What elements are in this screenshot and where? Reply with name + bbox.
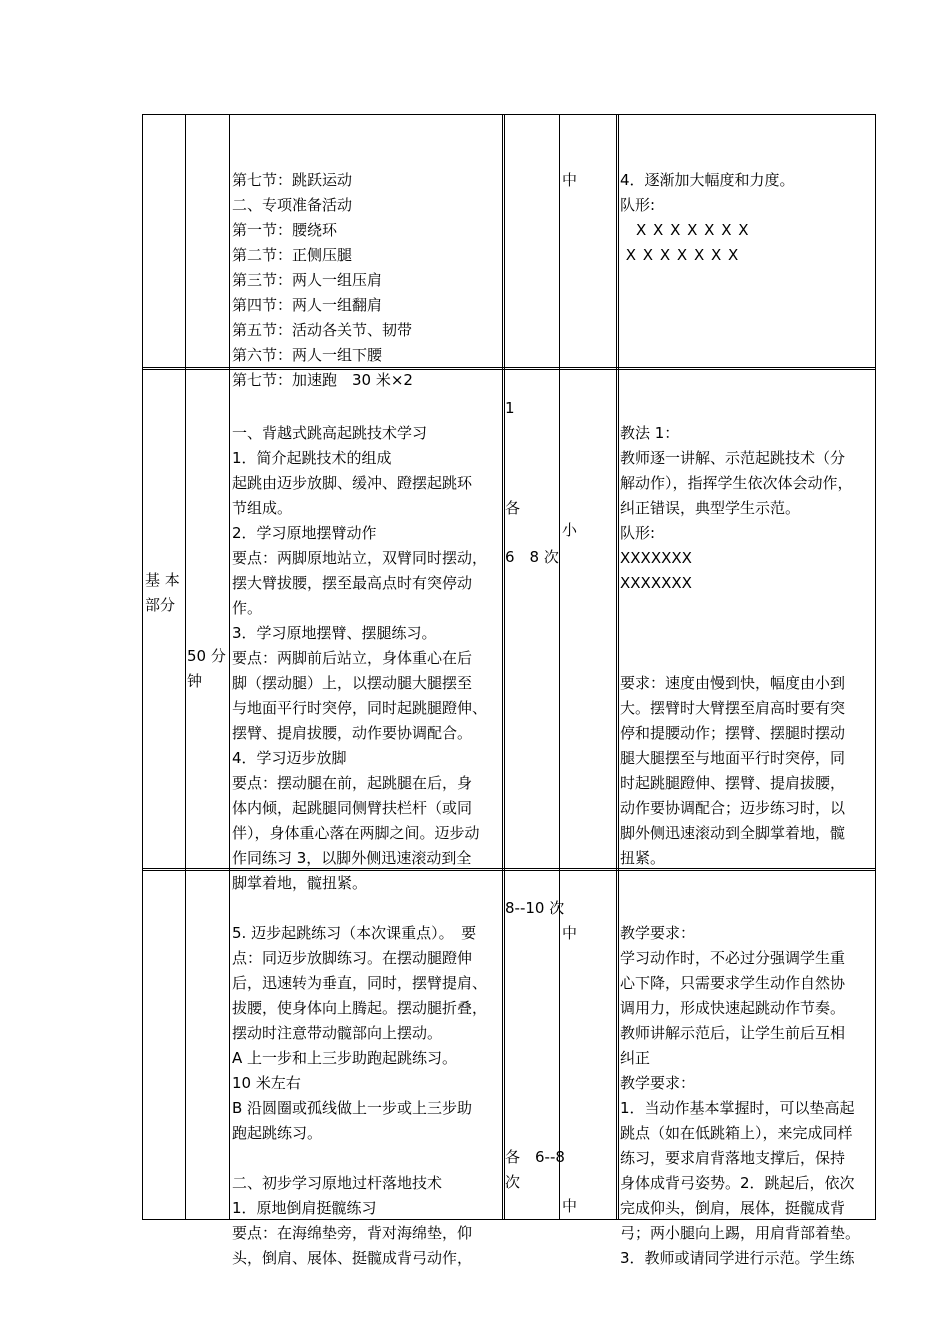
row2-method-top: 教法 1： 教师逐一讲解、示范起跳技术（分 解动作），指挥学生依次体会动作， 纠正错误，典型学生示范。 队形: XXXXXXX XXXXXXX xyxy=(620,424,853,592)
row2-time: 50 分 钟 xyxy=(187,647,226,690)
row1-method: 4．逐渐加大幅度和力度。 队形: X X X X X X X X X X X X X X xyxy=(620,171,795,264)
row2-intensity: 小 xyxy=(562,521,578,539)
row2-count: 各 xyxy=(505,499,521,517)
row3-count: 各 6--8 次 xyxy=(505,1148,565,1191)
row3-intensity: 中 xyxy=(562,1197,578,1215)
row1-content: 第七节：跳跃运动 二、专项准备活动 第一节：腰绕环 第二节：正侧压腿 第三节：两人一组压肩 第四节：两人一组翻肩 第五节：活动各关节、韧带 第六节：两人一组下腰 第七节：加速跑 30 米×2 xyxy=(232,171,413,389)
row2-method-bottom: 要求：速度由慢到快，幅度由小到 大。摆臂时大臂摆至肩高时要有突 停和提腰动作；摆臂、摆腿时摆动 腿大腿摆至与地面平行时突停，同 时起跳腿蹬伸、摆臂、提肩拔腰， 动作要协调配合；迈步练习时，以 脚外侧迅速滚动到全脚掌着地，髋 扭紧。 xyxy=(620,674,846,867)
column-divider xyxy=(559,115,560,1219)
lesson-plan-table xyxy=(142,114,876,1267)
column-divider xyxy=(185,115,186,1219)
row2-count: 1 xyxy=(505,399,515,417)
column-divider xyxy=(502,115,505,1219)
row2-count: 6 8 次 xyxy=(505,548,559,566)
column-divider xyxy=(616,115,619,1219)
row3-intensity: 中 xyxy=(562,924,578,942)
row3-content: 5. 迈步起跳练习（本次课重点）。 要 点：同迈步放脚练习。在摆动腿蹬伸 后，迅速转为垂直，同时，摆臂提肩、 拔腰，使身体向上腾起。摆动腿折叠， 摆动时注意带动髋部向上摆动。 A 上一步和上三步助跑起跳练习。 10 米左右 B 沿圆圈或孤线做上一步或上三步助 跑起跳练习。 二、初步学习原地过杆落地技术 1．原地倒肩挺髋练习 要点：在海绵垫旁，背对海绵垫，仰 头，倒肩、展体、挺髋成背弓动作， xyxy=(232,924,488,1267)
row3-method: 教学要求： 学习动作时，不必过分强调学生重 心下降，只需要求学生动作自然协 调用力，形成快速起跳动作节奏。 教师讲解示范后，让学生前后互相 纠正 教学要求： 1．当动作基本掌握时，可以垫高起 跳点（如在低跳箱上），来完成同样 练习，要求肩背落地支撑后，保持 身体成背弓姿势。2．跳起后，依次 完成仰头，倒肩，展体，挺髋成背 弓；两小腿向上踢，用肩背部着垫。 3．教师或请同学进行示范。学生练 xyxy=(620,924,861,1267)
row2-content: 一、背越式跳高起跳技术学习 1．简介起跳技术的组成 起跳由迈步放脚、缓冲、蹬摆起跳环 节组成。 2．学习原地摆臂动作 要点：两脚原地站立，双臂同时摆动， 摆大臂拔腰，摆至最高点时有突停动 作。 3．学习原地摆臂、摆腿练习。 要点：两脚前后站立，身体重心在后 脚（摆动腿）上，以摆动腿大腿摆至 与地面平行时突停，同时起跳腿蹬伸、 摆臂、提肩拔腰，动作要协调配合。 4．学习迈步放脚 要点：摆动腿在前，起跳腿在后，身 体内倾，起跳腿同侧臂扶栏杆（或同 伴），身体重心落在两脚之间。迈步动 作同练习 3，以脚外侧迅速滚动到全 脚掌着地，髋扭紧。 xyxy=(232,424,488,892)
column-divider xyxy=(229,115,230,1219)
row2-part-label: 基 本 部分 xyxy=(145,571,180,614)
row3-count: 8--10 次 xyxy=(505,899,565,917)
row1-intensity: 中 xyxy=(562,171,578,189)
